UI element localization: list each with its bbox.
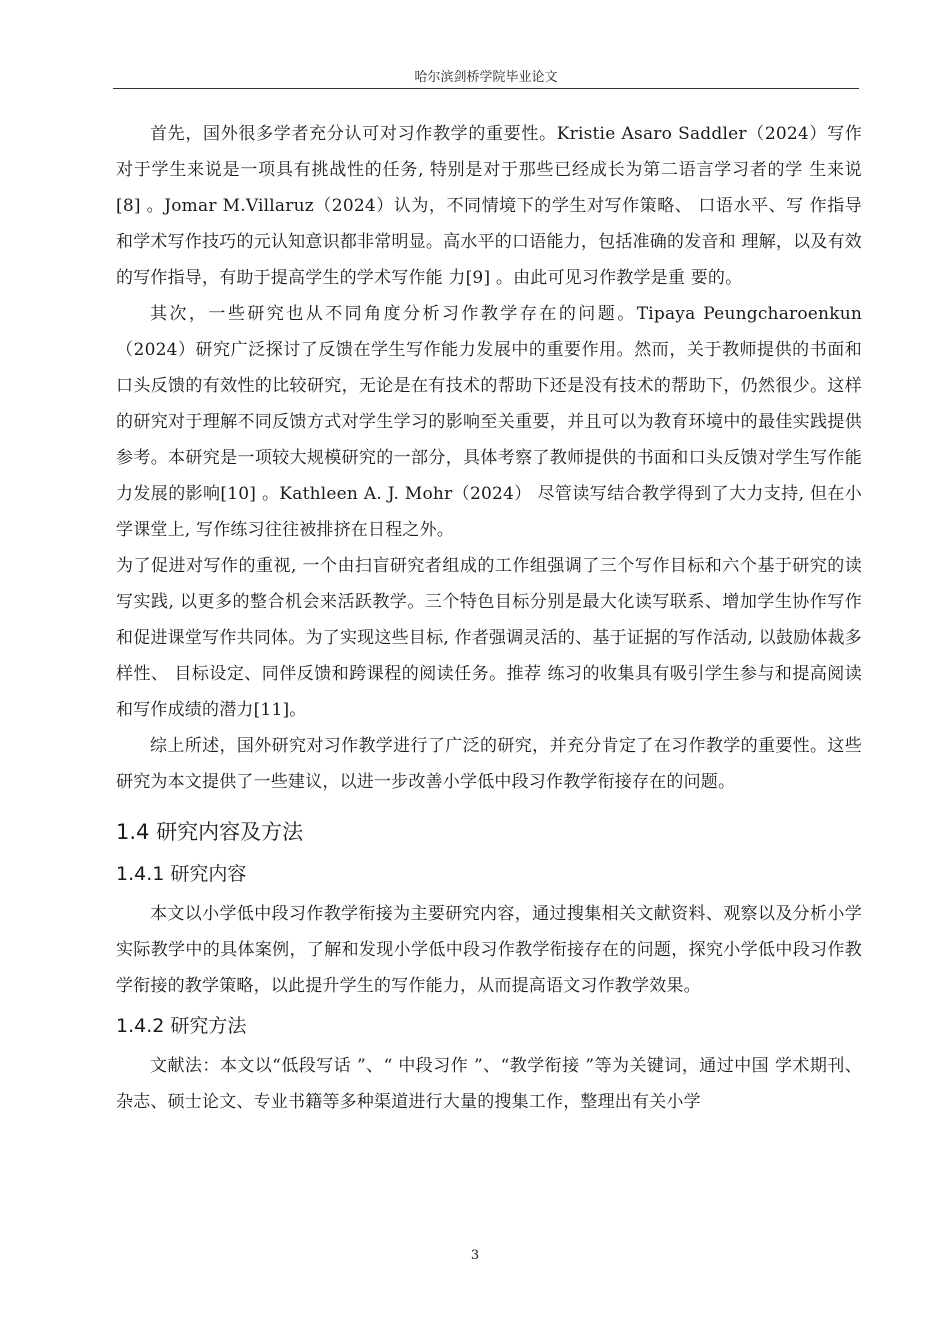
- paragraph-writing-goals: 为了促进对写作的重视, 一个由扫盲研究者组成的工作组强调了三个写作目标和六个基于研究的读写实践, 以更多的整合机会来活跃教学。三个特色目标分别是最大化读写联系、增加学生协作写作和促进课堂写作共同体。为了实现这些目标, 作者强调灵活的、基于证据的写作活动, 以鼓励体裁多样性、 目标设定、同伴反馈和跨课程的阅读任务。推荐 练习的收集具有吸引学生参与和提高阅读和写作成绩的潜力[11]。: [116, 556, 862, 720]
- header-rule: [113, 88, 859, 89]
- page-number: 3: [470, 1248, 480, 1263]
- page-body: [116, 116, 862, 1120]
- section-heading-1-4: 1.4 研究内容及方法: [116, 820, 304, 844]
- section-heading-1-4-2: 1.4.2 研究方法: [116, 1015, 247, 1037]
- running-header: 哈尔滨剑桥学院毕业论文: [414, 70, 558, 85]
- paragraph-foreign-problems: 其次，一些研究也从不同角度分析习作教学存在的问题。Tipaya Peungcharoenkun（2024）研究广泛探讨了反馈在学生写作能力发展中的重要作用。然而，关于教师提供的书面和口头反馈的有效性的比较研究，无论是在有技术的帮助下还是没有技术的帮助下，仍然很少。这样的研究对于理解不同反馈方式对学生学习的影响至关重要，并且可以为教育环境中的最佳实践提供参考。本研究是一项较大规模研究的一部分，具体考察了教师提供的书面和口头反馈对学生写作能力发展的影响[10] 。Kathleen A. J. Mohr（2024） 尽管读写结合教学得到了大力支持, 但在小学课堂上, 写作练习往往被排挤在日程之外。: [116, 304, 862, 540]
- section-heading-1-4-1: 1.4.1 研究内容: [116, 863, 247, 885]
- paragraph-research-content: 本文以小学低中段习作教学衔接为主要研究内容，通过搜集相关文献资料、观察以及分析小学实际教学中的具体案例，了解和发现小学低中段习作教学衔接存在的问题，探究小学低中段习作教学衔接的教学策略，以此提升学生的写作能力，从而提高语文习作教学效果。: [116, 904, 862, 996]
- paragraph-foreign-importance: 首先，国外很多学者充分认可对习作教学的重要性。Kristie Asaro Saddler（2024）写作 对于学生来说是一项具有挑战性的任务, 特别是对于那些已经成长为第二语言学习者的学 生来说[8] 。Jomar M.Villaruz（2024）认为，不同情境下的学生对写作策略、 口语水平、写 作指导和学术写作技巧的元认知意识都非常明显。高水平的口语能力，包括准确的发音和 理解，以及有效的写作指导，有助于提高学生的学术写作能 力[9] 。由此可见习作教学是重 要的。: [116, 124, 862, 288]
- paragraph-literature-method: 文献法：本文以“低段写话 ”、“ 中段习作 ”、“教学衔接 ”等为关键词，通过中国 学术期刊、杂志、硕士论文、专业书籍等多种渠道进行大量的搜集工作，整理出有关小学: [116, 1056, 862, 1112]
- paragraph-summary: 综上所述，国外研究对习作教学进行了广泛的研究，并充分肯定了在习作教学的重要性。这些研究为本文提供了一些建议，以进一步改善小学低中段习作教学衔接存在的问题。: [116, 736, 862, 792]
